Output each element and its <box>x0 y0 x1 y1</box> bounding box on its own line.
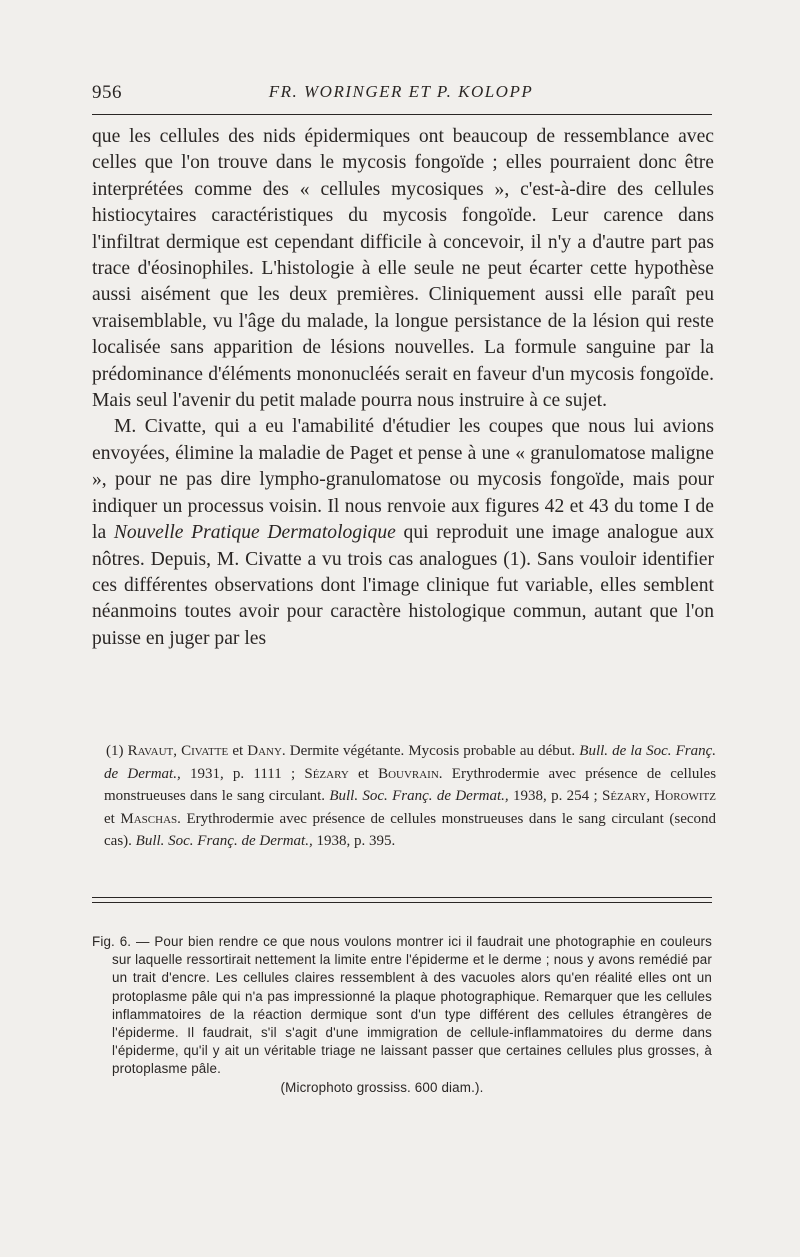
footnote-ref: 1938, p. 254 ; <box>513 788 598 805</box>
footnote <box>104 740 716 853</box>
footnote-ref: 1938, p. 395. <box>316 833 396 850</box>
footnote-author: Maschas. <box>120 810 181 827</box>
footnote-conj: et <box>104 810 115 827</box>
footnote-journal: Bull. Soc. Franç. de Dermat., <box>135 833 313 850</box>
running-title: FR. WORINGER ET P. KOLOPP <box>268 82 534 101</box>
page-header <box>92 82 710 110</box>
footnote-author: Sézary, Horowitz <box>601 788 716 805</box>
footnote-ref: 1931, p. 1111 ; <box>189 765 296 782</box>
paragraph-2-part-b: qui reproduit une image analogue aux nôtres. Depuis, M. Civatte a vu trois cas analogues (1). Sans vouloir identifier ces différentes observations dont l'image clinique fut variable, elles semblent néanmoins toutes avoir pour caractère histologique commun, autant que l'on puisse en juger par les <box>92 522 714 649</box>
page-number: 956 <box>92 82 122 103</box>
footnote-author: Bouvrain. <box>378 765 443 782</box>
header-rule <box>92 114 712 115</box>
footnote-conj: et <box>232 743 244 759</box>
caption-text: Pour bien rendre ce que nous voulons montrer ici il faudrait une photographie en couleurs sur laquelle ressortirait nettement la limite entre l'épiderme et le derme ; nous y avons remédié par un trait d'encre. Les cellules claires ressemblent à des vacuoles alors qu'en réalité elles ont un protoplasme pâle qui n'a pas impressionné la plaque photographique. Remarquer que les cellules inflammatoires de la réaction dermique sont d'un type différent des cellules étrangères de l'épiderme. Il faudrait, s'il s'agit d'une immigration de cellule-inflammatoires du derme dans l'épiderme, qu'il y ait un véritable triage ne laissant passer que certaines cellules plus grosses, à protoplasme pâle. <box>112 934 713 1077</box>
footnote-journal: Bull. Soc. Franç. de Dermat., <box>329 788 509 805</box>
book-title: Nouvelle Pratique Dermatologique <box>113 522 396 544</box>
caption-credit: (Microphoto grossiss. 600 diam.). <box>280 1079 484 1095</box>
footnote-text: Erythrodermie avec présence de cellules monstrueuses dans le sang circulant. <box>104 765 717 805</box>
footnote-text: Dermite végétante. Mycosis probable au début. <box>289 743 576 759</box>
figure-separator-rule <box>92 897 712 903</box>
footnote-author: Dany. <box>247 743 286 759</box>
footnote-conj: et <box>358 765 369 782</box>
paragraph-2 <box>92 414 714 652</box>
paragraph-1: que les cellules des nids épidermiques ont beaucoup de ressemblance avec celles que l'on trouve dans le mycosis fongoïde ; elles pourraient donc être interprétées comme des « cellules mycosiques », c'est-à-dire des cellules histiocytaires caractéristiques du mycosis fongoïde. Leur carence dans l'infiltrat dermique est cependant difficile à concevoir, il n'y a d'autre part pas trace d'éosinophiles. L'histologie à elle seule ne peut écarter cette hypothèse aussi aisément que les deux premières. Cliniquement aussi elle paraît peu vraisemblable, vu l'âge du malade, la longue persistance de la lésion qui reste localisée sans apparition de lésions nouvelles. La formule sanguine par la prédominance d'éléments mononucléés serait en faveur d'un mycosis fongoïde. Mais seul l'avenir du petit malade pourra nous instruire à ce sujet. <box>92 126 714 412</box>
footnote-marker: (1) <box>106 743 124 759</box>
figure-caption <box>92 933 712 1097</box>
caption-label: Fig. 6. — <box>92 934 150 949</box>
caption-body <box>92 933 712 1079</box>
body-text <box>92 124 714 652</box>
footnote-journal: Bull. de la Soc. Franç. de Dermat., <box>104 743 717 782</box>
paragraph-2-part-a: M. Civatte, qui a eu l'amabilité d'étudier les coupes que nous lui avions envoyées, élimine la maladie de Paget et pense à une « granulomatose maligne », pour ne pas dire lympho-granulomatose ou mycosis fongoïde, mais pour indiquer un processus voisin. Il nous renvoie aux figures 42 et 43 du tome I de la <box>92 416 714 544</box>
footnote-author: Ravaut, Civatte <box>127 743 229 759</box>
footnote-text: Erythrodermie avec présence de cellules monstrueuses dans le sang circulant (second cas). <box>104 810 717 850</box>
footnote-author: Sézary <box>304 765 349 782</box>
